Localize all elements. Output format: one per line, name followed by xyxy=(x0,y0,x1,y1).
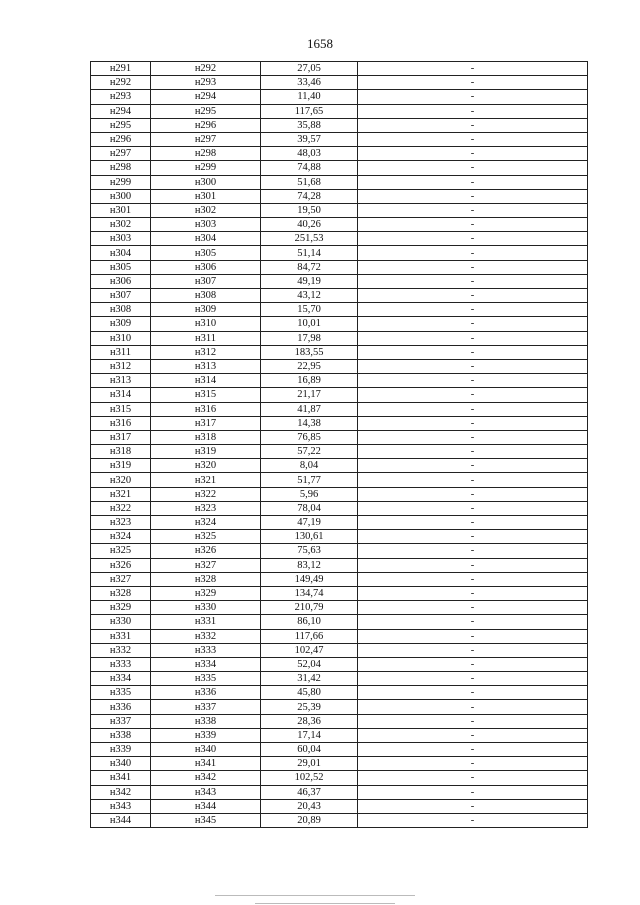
from-point-cell: н338 xyxy=(91,728,151,742)
note-cell: - xyxy=(358,161,588,175)
note-cell: - xyxy=(358,203,588,217)
to-point-cell: н309 xyxy=(151,303,261,317)
note-cell: - xyxy=(358,402,588,416)
scan-artifact-line xyxy=(255,903,395,904)
distance-cell: 48,03 xyxy=(261,147,358,161)
table-row xyxy=(91,331,588,345)
from-point-cell: н311 xyxy=(91,345,151,359)
to-point-cell: н340 xyxy=(151,743,261,757)
table-row xyxy=(91,203,588,217)
from-point-cell: н314 xyxy=(91,388,151,402)
from-point-cell: н294 xyxy=(91,104,151,118)
table-row xyxy=(91,672,588,686)
from-point-cell: н298 xyxy=(91,161,151,175)
distance-cell: 149,49 xyxy=(261,572,358,586)
to-point-cell: н341 xyxy=(151,757,261,771)
from-point-cell: н325 xyxy=(91,544,151,558)
note-cell: - xyxy=(358,700,588,714)
note-cell: - xyxy=(358,714,588,728)
distance-cell: 117,65 xyxy=(261,104,358,118)
to-point-cell: н301 xyxy=(151,189,261,203)
to-point-cell: н338 xyxy=(151,714,261,728)
to-point-cell: н323 xyxy=(151,501,261,515)
to-point-cell: н326 xyxy=(151,544,261,558)
note-cell: - xyxy=(358,615,588,629)
distance-cell: 60,04 xyxy=(261,743,358,757)
table-row xyxy=(91,544,588,558)
note-cell: - xyxy=(358,359,588,373)
from-point-cell: н304 xyxy=(91,246,151,260)
table-row xyxy=(91,657,588,671)
note-cell: - xyxy=(358,218,588,232)
distance-cell: 11,40 xyxy=(261,90,358,104)
to-point-cell: н303 xyxy=(151,218,261,232)
to-point-cell: н331 xyxy=(151,615,261,629)
to-point-cell: н308 xyxy=(151,289,261,303)
distance-cell: 251,53 xyxy=(261,232,358,246)
table-row xyxy=(91,473,588,487)
to-point-cell: н343 xyxy=(151,785,261,799)
to-point-cell: н334 xyxy=(151,657,261,671)
note-cell: - xyxy=(358,374,588,388)
from-point-cell: н317 xyxy=(91,430,151,444)
to-point-cell: н313 xyxy=(151,359,261,373)
from-point-cell: н337 xyxy=(91,714,151,728)
table-row xyxy=(91,90,588,104)
from-point-cell: н300 xyxy=(91,189,151,203)
table-row xyxy=(91,260,588,274)
note-cell: - xyxy=(358,473,588,487)
note-cell: - xyxy=(358,147,588,161)
note-cell: - xyxy=(358,771,588,785)
to-point-cell: н330 xyxy=(151,601,261,615)
distance-cell: 40,26 xyxy=(261,218,358,232)
from-point-cell: н326 xyxy=(91,558,151,572)
table-row xyxy=(91,558,588,572)
from-point-cell: н295 xyxy=(91,118,151,132)
note-cell: - xyxy=(358,728,588,742)
from-point-cell: н308 xyxy=(91,303,151,317)
note-cell: - xyxy=(358,416,588,430)
note-cell: - xyxy=(358,445,588,459)
note-cell: - xyxy=(358,501,588,515)
to-point-cell: н294 xyxy=(151,90,261,104)
table-row xyxy=(91,714,588,728)
distance-cell: 20,43 xyxy=(261,799,358,813)
distance-cell: 43,12 xyxy=(261,289,358,303)
table-row xyxy=(91,161,588,175)
distance-cell: 16,89 xyxy=(261,374,358,388)
note-cell: - xyxy=(358,118,588,132)
to-point-cell: н339 xyxy=(151,728,261,742)
distance-cell: 210,79 xyxy=(261,601,358,615)
from-point-cell: н331 xyxy=(91,629,151,643)
from-point-cell: н313 xyxy=(91,374,151,388)
to-point-cell: н321 xyxy=(151,473,261,487)
note-cell: - xyxy=(358,76,588,90)
from-point-cell: н328 xyxy=(91,586,151,600)
distance-cell: 183,55 xyxy=(261,345,358,359)
distance-cell: 21,17 xyxy=(261,388,358,402)
to-point-cell: н307 xyxy=(151,274,261,288)
from-point-cell: н330 xyxy=(91,615,151,629)
from-point-cell: н315 xyxy=(91,402,151,416)
to-point-cell: н336 xyxy=(151,686,261,700)
from-point-cell: н312 xyxy=(91,359,151,373)
from-point-cell: н344 xyxy=(91,813,151,827)
distance-cell: 57,22 xyxy=(261,445,358,459)
table-row xyxy=(91,104,588,118)
table-row xyxy=(91,62,588,76)
distance-cell: 19,50 xyxy=(261,203,358,217)
note-cell: - xyxy=(358,643,588,657)
note-cell: - xyxy=(358,90,588,104)
distance-cell: 14,38 xyxy=(261,416,358,430)
table-row xyxy=(91,289,588,303)
from-point-cell: н292 xyxy=(91,76,151,90)
distance-cell: 134,74 xyxy=(261,586,358,600)
to-point-cell: н311 xyxy=(151,331,261,345)
to-point-cell: н319 xyxy=(151,445,261,459)
scan-artifact-line xyxy=(215,895,415,896)
table-row xyxy=(91,388,588,402)
to-point-cell: н333 xyxy=(151,643,261,657)
note-cell: - xyxy=(358,672,588,686)
note-cell: - xyxy=(358,629,588,643)
page-number: 1658 xyxy=(307,36,333,51)
distance-cell: 33,46 xyxy=(261,76,358,90)
to-point-cell: н329 xyxy=(151,586,261,600)
note-cell: - xyxy=(358,132,588,146)
table-row xyxy=(91,374,588,388)
distance-cell: 102,47 xyxy=(261,643,358,657)
from-point-cell: н336 xyxy=(91,700,151,714)
distance-cell: 41,87 xyxy=(261,402,358,416)
from-point-cell: н335 xyxy=(91,686,151,700)
table-row xyxy=(91,771,588,785)
table-row xyxy=(91,586,588,600)
to-point-cell: н344 xyxy=(151,799,261,813)
from-point-cell: н341 xyxy=(91,771,151,785)
distance-cell: 51,14 xyxy=(261,246,358,260)
table-row xyxy=(91,175,588,189)
table-row xyxy=(91,501,588,515)
table-row xyxy=(91,147,588,161)
from-point-cell: н316 xyxy=(91,416,151,430)
table-row xyxy=(91,785,588,799)
to-point-cell: н298 xyxy=(151,147,261,161)
from-point-cell: н332 xyxy=(91,643,151,657)
to-point-cell: н342 xyxy=(151,771,261,785)
table-row xyxy=(91,487,588,501)
note-cell: - xyxy=(358,232,588,246)
distance-cell: 8,04 xyxy=(261,459,358,473)
distance-cell: 22,95 xyxy=(261,359,358,373)
distance-cell: 51,77 xyxy=(261,473,358,487)
table-row xyxy=(91,572,588,586)
from-point-cell: н329 xyxy=(91,601,151,615)
distance-cell: 46,37 xyxy=(261,785,358,799)
distance-cell: 45,80 xyxy=(261,686,358,700)
from-point-cell: н299 xyxy=(91,175,151,189)
table-row xyxy=(91,430,588,444)
to-point-cell: н295 xyxy=(151,104,261,118)
from-point-cell: н306 xyxy=(91,274,151,288)
distance-cell: 130,61 xyxy=(261,530,358,544)
distance-cell: 76,85 xyxy=(261,430,358,444)
from-point-cell: н340 xyxy=(91,757,151,771)
note-cell: - xyxy=(358,530,588,544)
table-row xyxy=(91,232,588,246)
from-point-cell: н293 xyxy=(91,90,151,104)
note-cell: - xyxy=(358,274,588,288)
to-point-cell: н325 xyxy=(151,530,261,544)
table-row xyxy=(91,813,588,827)
to-point-cell: н316 xyxy=(151,402,261,416)
to-point-cell: н322 xyxy=(151,487,261,501)
to-point-cell: н297 xyxy=(151,132,261,146)
table-row xyxy=(91,516,588,530)
distance-cell: 28,36 xyxy=(261,714,358,728)
from-point-cell: н301 xyxy=(91,203,151,217)
to-point-cell: н324 xyxy=(151,516,261,530)
to-point-cell: н293 xyxy=(151,76,261,90)
note-cell: - xyxy=(358,62,588,76)
note-cell: - xyxy=(358,785,588,799)
note-cell: - xyxy=(358,459,588,473)
table-row xyxy=(91,303,588,317)
table-row xyxy=(91,459,588,473)
note-cell: - xyxy=(358,175,588,189)
distance-cell: 47,19 xyxy=(261,516,358,530)
from-point-cell: н303 xyxy=(91,232,151,246)
table-row xyxy=(91,274,588,288)
to-point-cell: н304 xyxy=(151,232,261,246)
to-point-cell: н317 xyxy=(151,416,261,430)
distance-cell: 75,63 xyxy=(261,544,358,558)
note-cell: - xyxy=(358,743,588,757)
to-point-cell: н305 xyxy=(151,246,261,260)
from-point-cell: н324 xyxy=(91,530,151,544)
from-point-cell: н342 xyxy=(91,785,151,799)
distance-cell: 74,28 xyxy=(261,189,358,203)
from-point-cell: н297 xyxy=(91,147,151,161)
to-point-cell: н292 xyxy=(151,62,261,76)
note-cell: - xyxy=(358,317,588,331)
note-cell: - xyxy=(358,487,588,501)
note-cell: - xyxy=(358,686,588,700)
table-row xyxy=(91,132,588,146)
to-point-cell: н296 xyxy=(151,118,261,132)
from-point-cell: н339 xyxy=(91,743,151,757)
note-cell: - xyxy=(358,289,588,303)
to-point-cell: н299 xyxy=(151,161,261,175)
distance-cell: 83,12 xyxy=(261,558,358,572)
distance-cell: 117,66 xyxy=(261,629,358,643)
note-cell: - xyxy=(358,757,588,771)
table-row xyxy=(91,189,588,203)
note-cell: - xyxy=(358,246,588,260)
table-row xyxy=(91,799,588,813)
from-point-cell: н296 xyxy=(91,132,151,146)
note-cell: - xyxy=(358,430,588,444)
from-point-cell: н322 xyxy=(91,501,151,515)
table-row xyxy=(91,530,588,544)
distance-cell: 49,19 xyxy=(261,274,358,288)
distance-cell: 102,52 xyxy=(261,771,358,785)
from-point-cell: н307 xyxy=(91,289,151,303)
note-cell: - xyxy=(358,544,588,558)
to-point-cell: н337 xyxy=(151,700,261,714)
to-point-cell: н335 xyxy=(151,672,261,686)
table-row xyxy=(91,757,588,771)
note-cell: - xyxy=(358,558,588,572)
from-point-cell: н309 xyxy=(91,317,151,331)
table-row xyxy=(91,686,588,700)
from-point-cell: н319 xyxy=(91,459,151,473)
note-cell: - xyxy=(358,813,588,827)
distance-cell: 31,42 xyxy=(261,672,358,686)
note-cell: - xyxy=(358,586,588,600)
table-row xyxy=(91,629,588,643)
note-cell: - xyxy=(358,260,588,274)
from-point-cell: н305 xyxy=(91,260,151,274)
table-row xyxy=(91,445,588,459)
note-cell: - xyxy=(358,799,588,813)
from-point-cell: н310 xyxy=(91,331,151,345)
table-row xyxy=(91,317,588,331)
table-body xyxy=(91,62,588,828)
from-point-cell: н320 xyxy=(91,473,151,487)
from-point-cell: н291 xyxy=(91,62,151,76)
from-point-cell: н318 xyxy=(91,445,151,459)
distance-cell: 17,14 xyxy=(261,728,358,742)
note-cell: - xyxy=(358,331,588,345)
distance-cell: 86,10 xyxy=(261,615,358,629)
distance-cell: 10,01 xyxy=(261,317,358,331)
from-point-cell: н334 xyxy=(91,672,151,686)
from-point-cell: н323 xyxy=(91,516,151,530)
from-point-cell: н327 xyxy=(91,572,151,586)
note-cell: - xyxy=(358,189,588,203)
note-cell: - xyxy=(358,303,588,317)
note-cell: - xyxy=(358,516,588,530)
to-point-cell: н328 xyxy=(151,572,261,586)
to-point-cell: н312 xyxy=(151,345,261,359)
table-row xyxy=(91,246,588,260)
table-row xyxy=(91,118,588,132)
distance-cell: 25,39 xyxy=(261,700,358,714)
note-cell: - xyxy=(358,104,588,118)
table-row xyxy=(91,643,588,657)
table-row xyxy=(91,700,588,714)
note-cell: - xyxy=(358,657,588,671)
to-point-cell: н345 xyxy=(151,813,261,827)
from-point-cell: н321 xyxy=(91,487,151,501)
table-row xyxy=(91,402,588,416)
distance-cell: 78,04 xyxy=(261,501,358,515)
table-row xyxy=(91,615,588,629)
note-cell: - xyxy=(358,345,588,359)
distance-cell: 52,04 xyxy=(261,657,358,671)
distance-cell: 20,89 xyxy=(261,813,358,827)
to-point-cell: н300 xyxy=(151,175,261,189)
from-point-cell: н302 xyxy=(91,218,151,232)
to-point-cell: н306 xyxy=(151,260,261,274)
to-point-cell: н315 xyxy=(151,388,261,402)
distance-cell: 27,05 xyxy=(261,62,358,76)
note-cell: - xyxy=(358,601,588,615)
to-point-cell: н310 xyxy=(151,317,261,331)
table-row xyxy=(91,359,588,373)
table-row xyxy=(91,743,588,757)
to-point-cell: н320 xyxy=(151,459,261,473)
distance-cell: 35,88 xyxy=(261,118,358,132)
table-row xyxy=(91,76,588,90)
distance-cell: 84,72 xyxy=(261,260,358,274)
distance-cell: 39,57 xyxy=(261,132,358,146)
distance-cell: 15,70 xyxy=(261,303,358,317)
table-row xyxy=(91,416,588,430)
distance-cell: 74,88 xyxy=(261,161,358,175)
distance-cell: 51,68 xyxy=(261,175,358,189)
from-point-cell: н333 xyxy=(91,657,151,671)
data-table xyxy=(90,61,588,828)
to-point-cell: н302 xyxy=(151,203,261,217)
note-cell: - xyxy=(358,388,588,402)
to-point-cell: н314 xyxy=(151,374,261,388)
distance-cell: 17,98 xyxy=(261,331,358,345)
to-point-cell: н327 xyxy=(151,558,261,572)
table-row xyxy=(91,218,588,232)
table-row xyxy=(91,345,588,359)
from-point-cell: н343 xyxy=(91,799,151,813)
distance-cell: 29,01 xyxy=(261,757,358,771)
to-point-cell: н318 xyxy=(151,430,261,444)
distance-cell: 5,96 xyxy=(261,487,358,501)
to-point-cell: н332 xyxy=(151,629,261,643)
table-row xyxy=(91,728,588,742)
note-cell: - xyxy=(358,572,588,586)
table-row xyxy=(91,601,588,615)
